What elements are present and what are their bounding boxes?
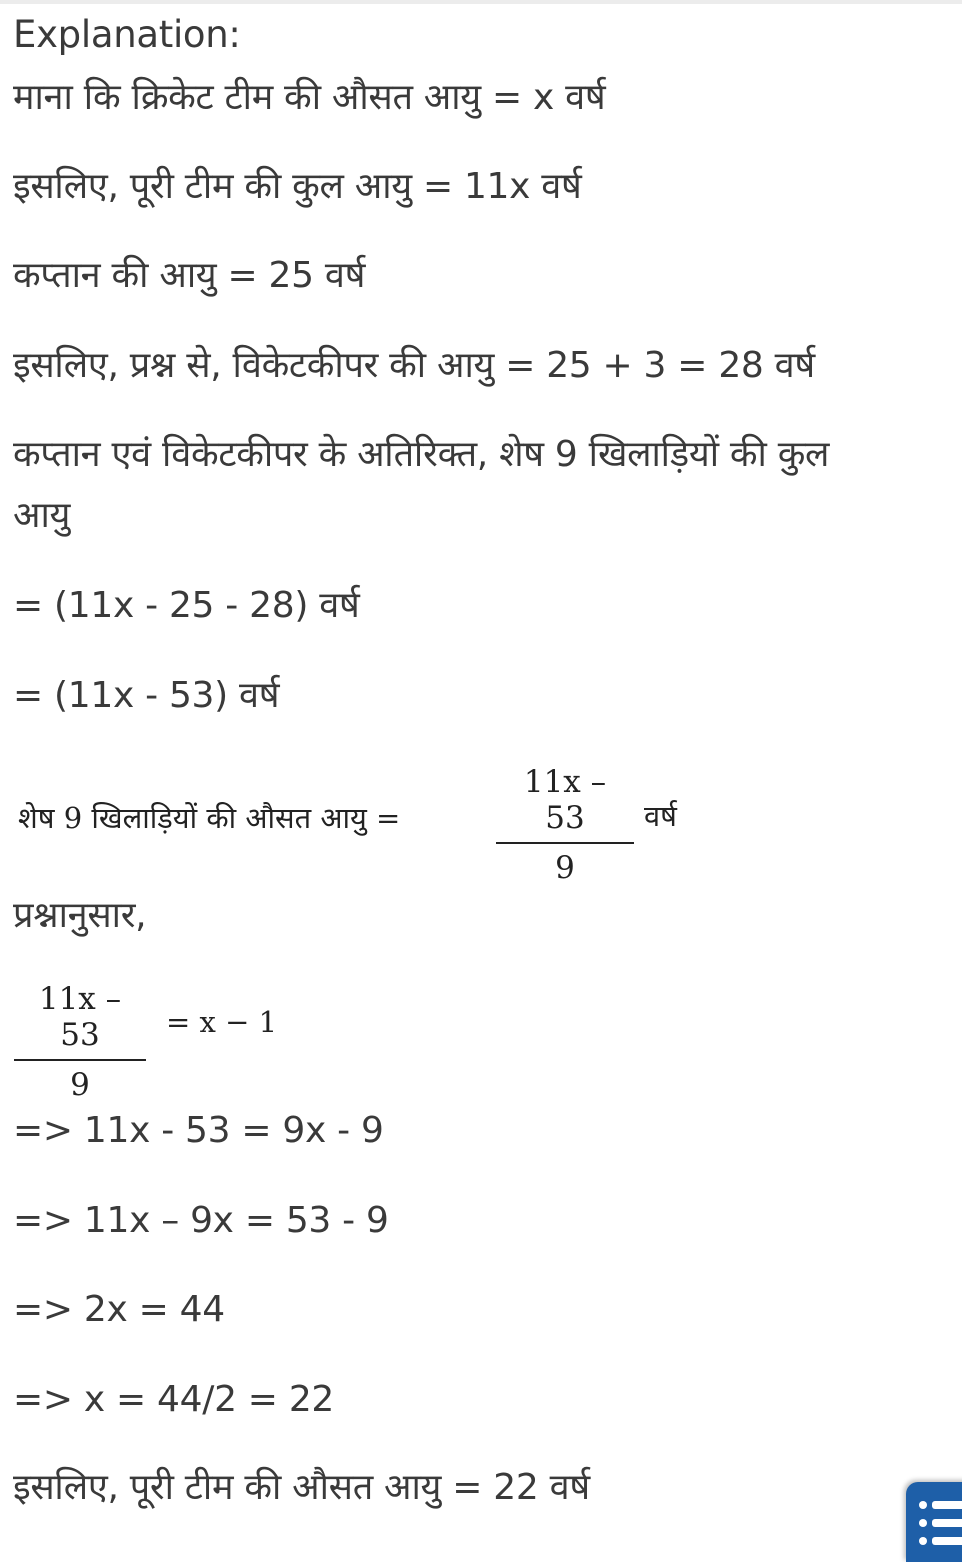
line-8: = (11x - 53) वर्ष	[13, 675, 280, 716]
line-1: माना कि क्रिकेट टीम की औसत आयु = x वर्ष	[13, 77, 606, 118]
conclusion-line: इसलिए, पूरी टीम की औसत आयु = 22 वर्ष	[13, 1467, 590, 1508]
top-divider	[0, 0, 962, 4]
step-1: => 11x - 53 = 9x - 9	[13, 1110, 384, 1151]
according-line: प्रश्नानुसार,	[13, 895, 147, 936]
main-numerator: 11x – 53	[38, 981, 122, 1053]
list-icon	[906, 1482, 962, 1562]
line-5: कप्तान एवं विकेटकीपर के अतिरिक्त, शेष 9 खिलाड़ियों की कुल	[13, 434, 830, 475]
main-fraction	[14, 981, 146, 1103]
line-6: आयु	[13, 495, 71, 536]
main-denominator: 9	[70, 1067, 90, 1103]
step-4: => x = 44/2 = 22	[13, 1379, 335, 1420]
avg-age-numerator: 11x – 53	[523, 764, 607, 836]
list-menu-button[interactable]	[906, 1482, 962, 1562]
avg-age-label: शेष 9 खिलाड़ियों की औसत आयु =	[18, 801, 401, 835]
avg-age-denominator: 9	[555, 850, 575, 886]
line-2: इसलिए, पूरी टीम की कुल आयु = 11x वर्ष	[13, 166, 582, 207]
avg-age-unit: वर्ष	[644, 799, 677, 833]
main-rhs: = x − 1	[166, 1005, 278, 1039]
line-4: इसलिए, प्रश्न से, विकेटकीपर की आयु = 25 + 3 = 28 वर्ष	[13, 345, 815, 386]
line-3: कप्तान की आयु = 25 वर्ष	[13, 255, 366, 296]
explanation-heading: Explanation:	[13, 13, 241, 56]
step-2: => 11x – 9x = 53 - 9	[13, 1200, 389, 1241]
step-3: => 2x = 44	[13, 1289, 225, 1330]
avg-age-fraction	[496, 764, 634, 886]
line-7: = (11x - 25 - 28) वर्ष	[13, 585, 360, 626]
